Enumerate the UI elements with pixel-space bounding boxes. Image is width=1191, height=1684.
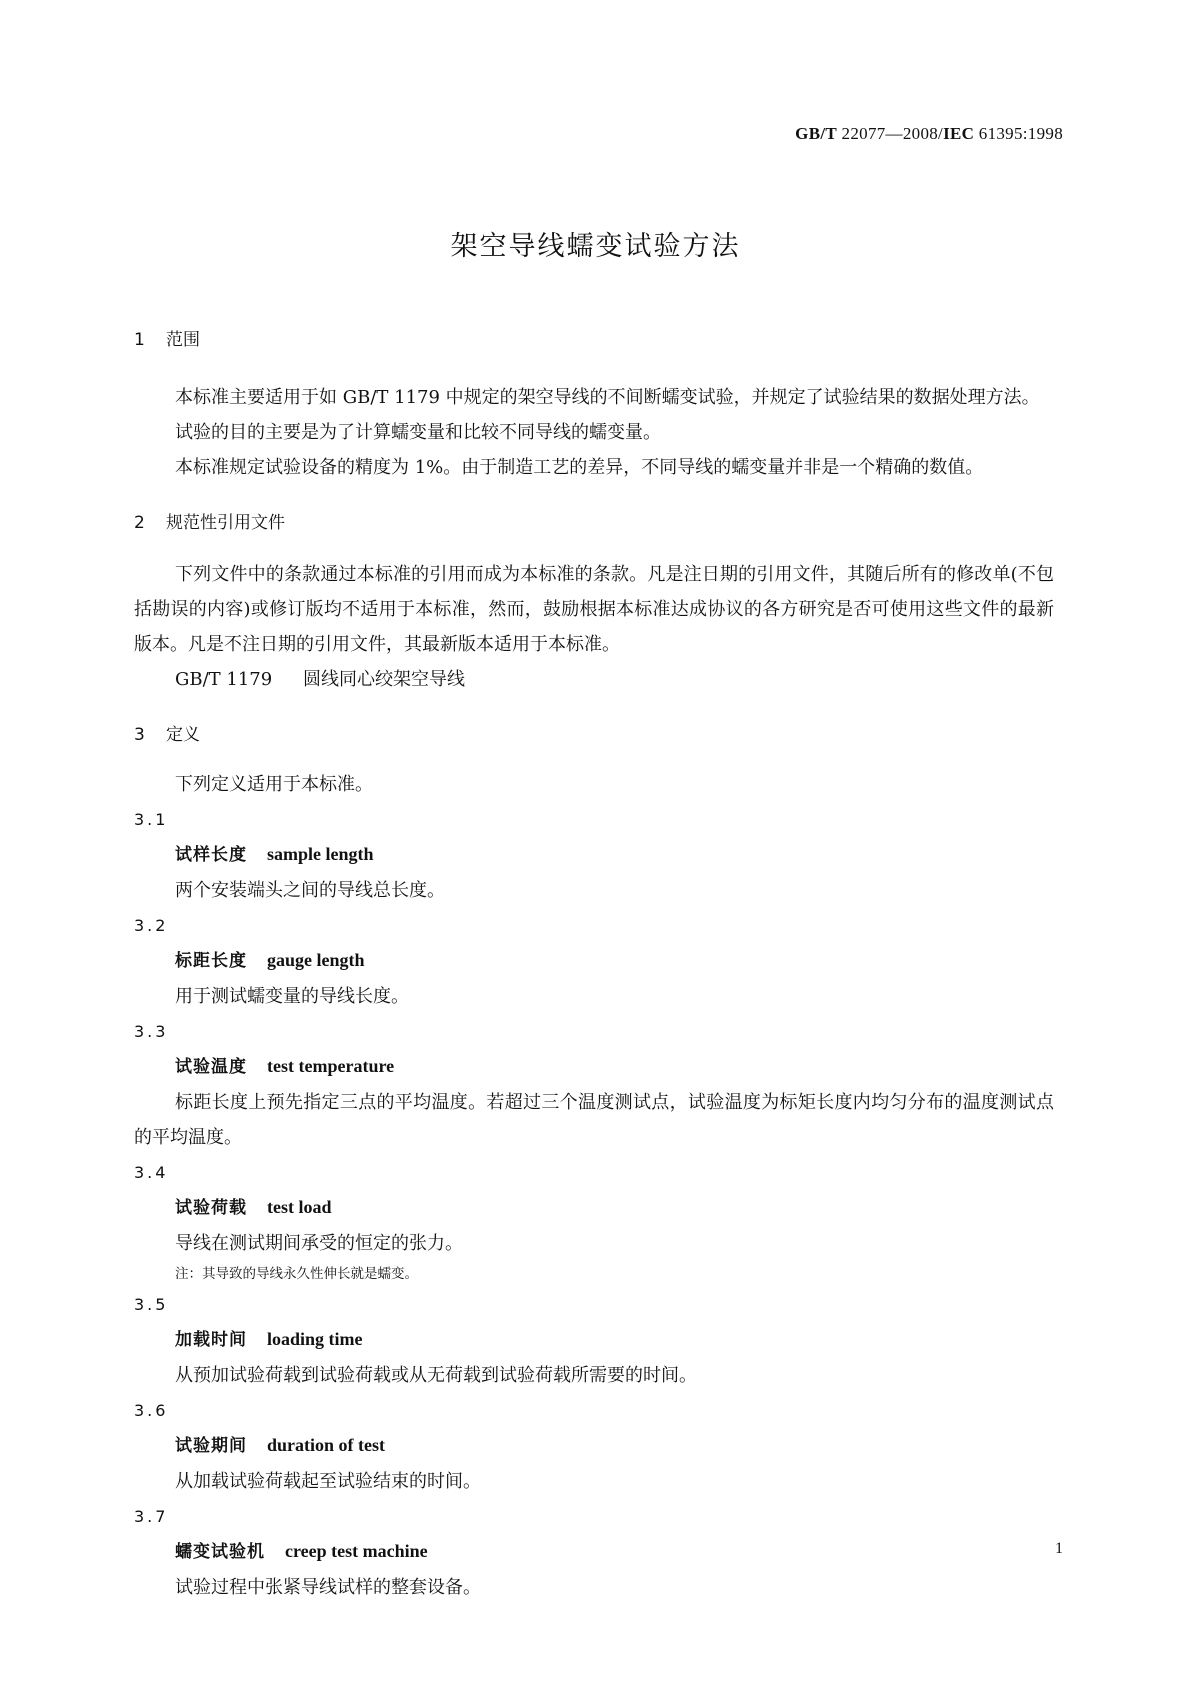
- term-heading: [134, 1190, 1054, 1226]
- term-number: 3.1: [134, 810, 169, 829]
- term-en: creep test machine: [285, 1541, 428, 1561]
- term-heading: [134, 1049, 1054, 1085]
- term-zh: 试验荷载: [175, 1198, 247, 1218]
- term-zh: 加载时间: [175, 1330, 247, 1350]
- term-zh: 试验温度: [175, 1057, 247, 1077]
- term-en: test load: [267, 1197, 332, 1217]
- document-body: [134, 322, 1054, 1605]
- term-en: sample length: [267, 844, 374, 864]
- term-number: 3.2: [134, 916, 169, 935]
- reference-code: GB/T 1179: [175, 669, 273, 690]
- reference-title: 圆线同心绞架空导线: [303, 669, 465, 690]
- term-heading: [134, 837, 1054, 873]
- section-title: 规范性引用文件: [166, 513, 285, 533]
- section-number: 1: [134, 330, 145, 350]
- iec-code-number: 61395:1998: [974, 124, 1063, 143]
- paragraph: 本标准主要适用于如 GB/T 1179 中规定的架空导线的不间断蠕变试验，并规定了试验结果的数据处理方法。: [175, 387, 1040, 408]
- iec-code-prefix: IEC: [943, 124, 975, 143]
- term-number: 3.6: [134, 1401, 169, 1420]
- reference-item: [134, 662, 1054, 697]
- term-number: 3.4: [134, 1163, 169, 1182]
- section-title: 定义: [166, 725, 200, 745]
- standard-code-number: 22077—2008/: [837, 124, 944, 143]
- definitions-intro: 下列定义适用于本标准。: [175, 774, 373, 795]
- term-definition: 从预加试验荷载到试验荷载或从无荷载到试验荷载所需要的时间。: [175, 1365, 697, 1386]
- term-definition: 两个安装端头之间的导线总长度。: [175, 880, 445, 901]
- section-number: 3: [134, 725, 145, 745]
- term-definition: 用于测试蠕变量的导线长度。: [175, 986, 409, 1007]
- paragraph: 本标准规定试验设备的精度为 1%。由于制造工艺的差异，不同导线的蠕变量并非是一个精确的数值。: [175, 457, 984, 478]
- term-zh: 蠕变试验机: [175, 1542, 265, 1562]
- term-zh: 标距长度: [175, 951, 247, 971]
- term-definition: 导线在测试期间承受的恒定的张力。: [175, 1233, 463, 1254]
- term-heading: [134, 1534, 1054, 1570]
- document-title: 架空导线蠕变试验方法: [450, 231, 741, 262]
- section-heading-normative-references: [134, 505, 1054, 541]
- standard-code-prefix: GB/T: [795, 124, 837, 143]
- term-definition: 从加载试验荷载起至试验结束的时间。: [175, 1471, 481, 1492]
- term-definition: 试验过程中张紧导线试样的整套设备。: [175, 1577, 481, 1598]
- paragraph: 试验的目的主要是为了计算蠕变量和比较不同导线的蠕变量。: [175, 422, 661, 443]
- section-heading-definitions: [134, 717, 1054, 753]
- section-heading-scope: [134, 322, 1054, 358]
- term-heading: [134, 1322, 1054, 1358]
- term-en: duration of test: [267, 1435, 385, 1455]
- term-note: 注：其导致的导线永久性伸长就是蠕变。: [175, 1266, 418, 1282]
- paragraph: 下列文件中的条款通过本标准的引用而成为本标准的条款。凡是注日期的引用文件，其随后所有的修改单(不包括勘误的内容)或修订版均不适用于本标准，然而，鼓励根据本标准达成协议的各方研究是否可使用这些文件的最新版本。凡是不注日期的引用文件，其最新版本适用于本标准。: [134, 564, 1054, 655]
- section-title: 范围: [166, 330, 200, 350]
- term-heading: [134, 1428, 1054, 1464]
- term-heading: [134, 943, 1054, 979]
- term-en: loading time: [267, 1329, 363, 1349]
- term-number: 3.7: [134, 1507, 169, 1526]
- term-zh: 试样长度: [175, 845, 247, 865]
- term-definition: 标距长度上预先指定三点的平均温度。若超过三个温度测试点，试验温度为标矩长度内均匀分布的温度测试点的平均温度。: [134, 1092, 1054, 1148]
- term-number: 3.3: [134, 1022, 169, 1041]
- standard-code: [795, 124, 1063, 144]
- section-number: 2: [134, 513, 145, 533]
- term-en: test temperature: [267, 1056, 395, 1076]
- term-zh: 试验期间: [175, 1436, 247, 1456]
- term-number: 3.5: [134, 1295, 169, 1314]
- page-number: 1: [1055, 1540, 1063, 1557]
- term-en: gauge length: [267, 950, 365, 970]
